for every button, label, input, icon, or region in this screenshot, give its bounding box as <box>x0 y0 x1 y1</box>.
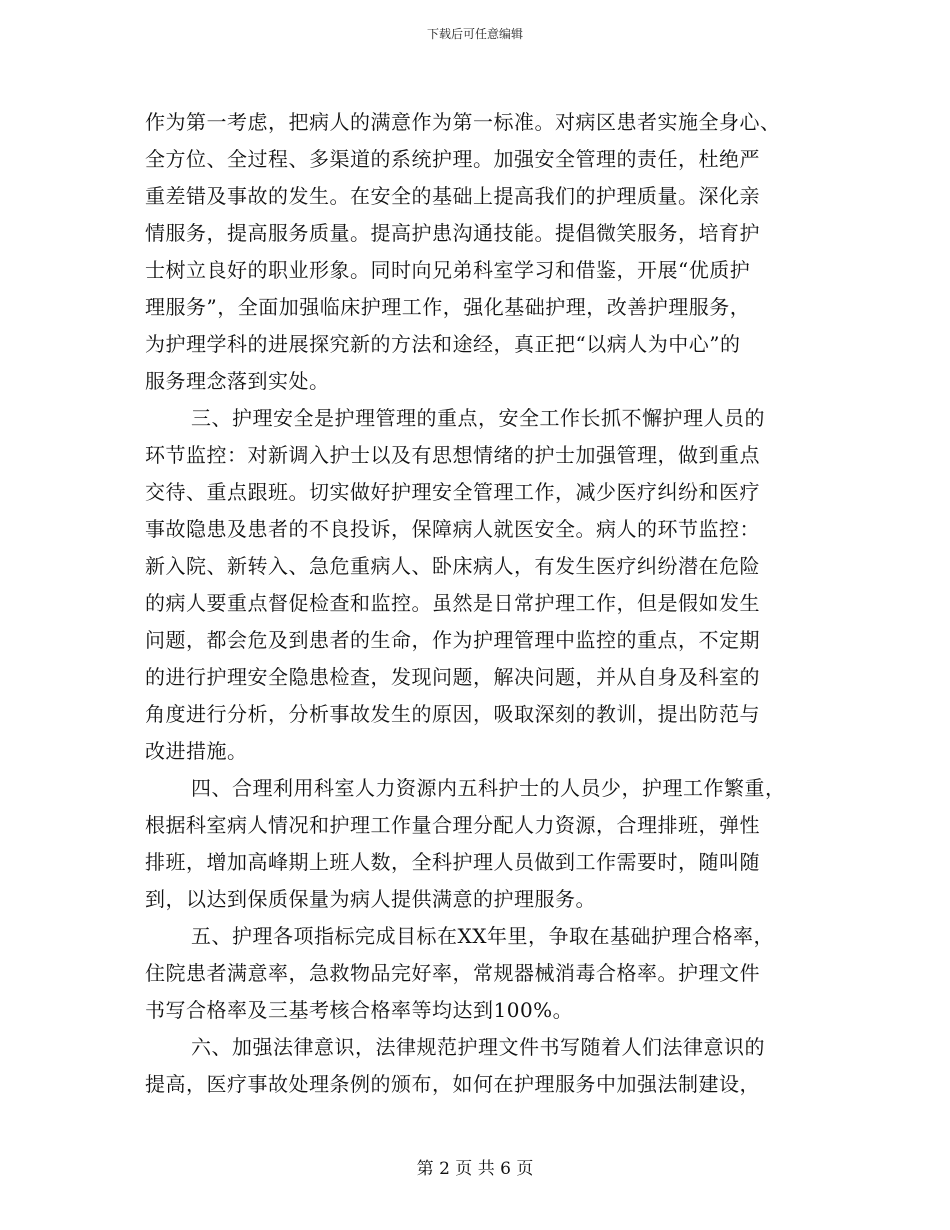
text-line: 新入院、新转入、急危重病人、卧床病人，有发生医疗纠纷潜在危险 <box>145 554 760 578</box>
text-line: 交待、重点跟班。切实做好护理安全管理工作，减少医疗纠纷和医疗 <box>145 480 760 504</box>
page-footer: 第 2 页 共 6 页 <box>416 1159 534 1179</box>
text-line: 到，以达到保质保量为病人提供满意的护理服务。 <box>145 887 596 911</box>
text-line: 三、护理安全是护理管理的重点，安全工作长抓不懈护理人员的 <box>191 406 765 430</box>
text-line: 情服务，提高服务质量。提高护患沟通技能。提倡微笑服务，培育护 <box>145 221 760 245</box>
page-header: 下载后可任意编辑 <box>426 27 523 41</box>
text-line: 的进行护理安全隐患检查，发现问题，解决问题，并从自身及科室的 <box>145 665 760 689</box>
text-line: 四、合理利用科室人力资源内五科护士的人员少，护理工作繁重， <box>191 776 786 800</box>
paragraph-human-resources <box>145 770 805 918</box>
text-line: 五、护理各项指标完成目标在XX年里，争取在基础护理合格率， <box>191 924 774 948</box>
text-line: 改进措施。 <box>145 739 248 763</box>
text-line: 的病人要重点督促检查和监控。虽然是日常护理工作，但是假如发生 <box>145 591 760 615</box>
text-line: 问题，都会危及到患者的生命，作为护理管理中监控的重点，不定期 <box>145 628 760 652</box>
text-line: 事故隐患及患者的不良投诉，保障病人就医安全。病人的环节监控： <box>145 517 760 541</box>
paragraph-indicators <box>145 918 805 1029</box>
text-line: 书写合格率及三基考核合格率等均达到100%。 <box>145 998 574 1022</box>
text-line: 六、加强法律意识，法律规范护理文件书写随着人们法律意识的 <box>191 1035 765 1059</box>
text-line: 提高，医疗事故处理条例的颁布，如何在护理服务中加强法制建设， <box>145 1072 760 1096</box>
text-line: 理服务”，全面加强临床护理工作，强化基础护理，改善护理服务， <box>145 295 751 319</box>
text-line: 服务理念落到实处。 <box>145 369 330 393</box>
text-line: 根据科室病人情况和护理工作量合理分配人力资源，合理排班，弹性 <box>145 813 760 837</box>
text-line: 作为第一考虑，把病人的满意作为第一标准。对病区患者实施全身心、 <box>145 110 781 134</box>
paragraph-legal-awareness <box>145 1029 805 1103</box>
text-line: 为护理学科的进展探究新的方法和途经，真正把“以病人为中心”的 <box>145 332 741 356</box>
text-line: 住院患者满意率，急救物品完好率，常规器械消毒合格率。护理文件 <box>145 961 760 985</box>
text-line: 角度进行分析，分析事故发生的原因，吸取深刻的教训，提出防范与 <box>145 702 760 726</box>
text-line: 士树立良好的职业形象。同时向兄弟科室学习和借鉴，开展“优质护 <box>145 258 751 282</box>
paragraph-nursing-safety <box>145 400 805 770</box>
paragraph-continuation <box>145 104 805 400</box>
document-body <box>145 104 805 1103</box>
text-line: 全方位、全过程、多渠道的系统护理。加强安全管理的责任，杜绝严 <box>145 147 760 171</box>
text-line: 重差错及事故的发生。在安全的基础上提高我们的护理质量。深化亲 <box>145 184 760 208</box>
text-line: 排班，增加高峰期上班人数，全科护理人员做到工作需要时，随叫随 <box>145 850 760 874</box>
text-line: 环节监控：对新调入护士以及有思想情绪的护士加强管理，做到重点 <box>145 443 760 467</box>
